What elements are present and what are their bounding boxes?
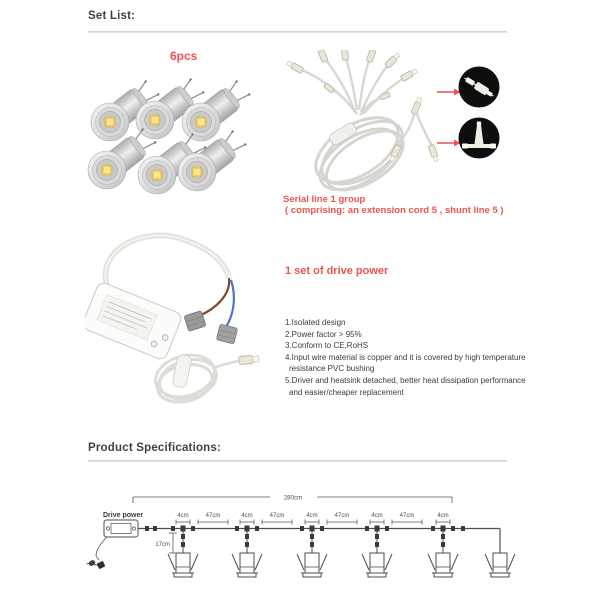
feature-item: 3.Conform to CE,RoHS <box>285 341 369 351</box>
fixture-symbol <box>485 553 515 577</box>
serial-line-title: Serial line 1 group <box>283 194 366 205</box>
blue-wire <box>226 280 234 327</box>
set-list-title: Set List: <box>88 10 136 22</box>
led-spotlight <box>182 77 253 141</box>
connector-detail-circle <box>459 67 500 108</box>
drop-length-label: 17cm <box>155 542 170 548</box>
feature-item-continuation: resistance PVC bushing <box>289 364 375 374</box>
feature-list <box>285 317 526 398</box>
segment-label: 4cm <box>177 513 189 519</box>
drive-power-title: 1 set of drive power <box>285 265 389 277</box>
driver-box <box>85 281 183 361</box>
fixture-symbol <box>362 553 392 577</box>
segment-label: 47cm <box>334 513 350 519</box>
segment-label: 47cm <box>205 513 221 519</box>
feature-item: 1.Isolated design <box>285 318 346 327</box>
installation-diagram <box>85 486 555 598</box>
spotlights-qty-label: 6pcs <box>170 49 198 63</box>
drop-length-dimension <box>169 533 177 553</box>
segment-label: 47cm <box>399 513 415 519</box>
product-specifications-title: Product Specifications: <box>88 442 222 454</box>
drive-power-photo <box>85 228 275 428</box>
feature-item: 2.Power factor > 95% <box>285 329 362 339</box>
t-splitter-detail-circle <box>459 118 500 159</box>
arrow-right-icon <box>437 89 461 95</box>
cable-connectors <box>286 50 418 100</box>
segment-label: 4cm <box>306 513 318 519</box>
fixture-symbol <box>168 553 198 577</box>
spotlights-photo <box>85 72 270 212</box>
diagram-drive-power-label: Drive power <box>103 512 144 519</box>
feature-item: 5.Driver and heatsink detached, better heat dissipation performance <box>285 375 526 385</box>
segment-dimensions <box>176 520 450 525</box>
feature-item: 4.Input wire material is copper and it is covered by high temperature <box>285 352 526 362</box>
diagram-drive-power-box <box>104 520 138 537</box>
fixture-drops <box>181 526 446 554</box>
set-list-divider <box>88 31 507 33</box>
terminal-block <box>216 324 237 344</box>
arrow-right-icon <box>437 140 461 146</box>
brown-wire <box>199 278 229 316</box>
fixture-symbol <box>428 553 458 577</box>
segment-label: 47cm <box>269 513 285 519</box>
power-plug <box>86 537 107 570</box>
output-connector <box>239 355 260 365</box>
segment-label: 4cm <box>437 513 449 519</box>
fixture-symbol <box>297 553 327 577</box>
feature-item-continuation: and easier/cheaper replacement <box>289 387 404 397</box>
product-specifications-divider <box>88 460 507 462</box>
segment-label: 4cm <box>241 513 253 519</box>
fixture-symbol <box>232 553 262 577</box>
total-length-label: 280cm <box>283 494 303 502</box>
serial-line-detail: ( comprising: an extension cord 5 , shunt line 5 ) <box>285 205 504 216</box>
serial-line-photo <box>285 50 510 200</box>
segment-label: 4cm <box>371 513 383 519</box>
